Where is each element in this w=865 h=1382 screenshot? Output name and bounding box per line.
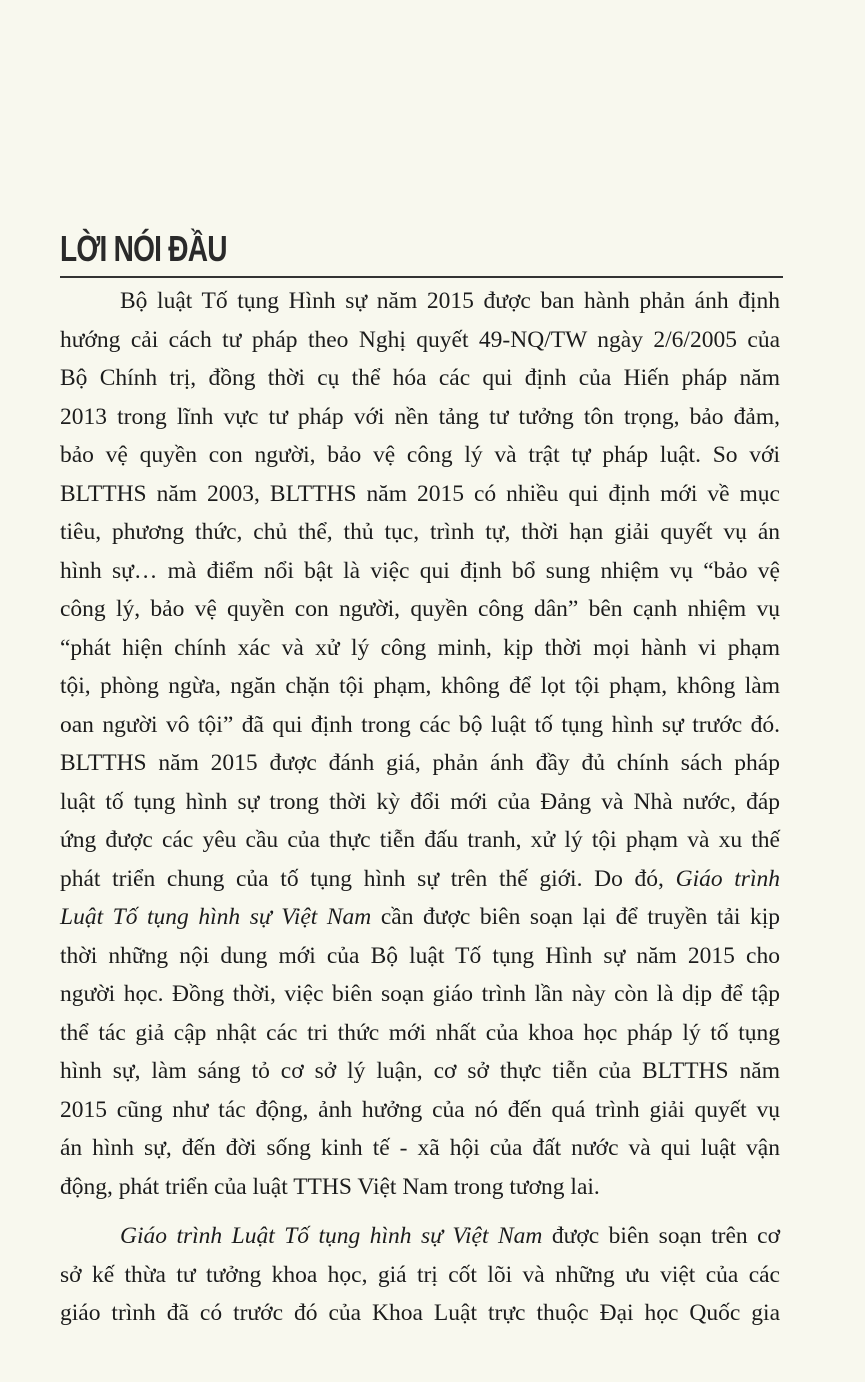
text-line [60, 359, 780, 398]
text-line [60, 398, 780, 437]
text-segment: hướng cải cách tư pháp theo Nghị quyết 49-NQ/TW ngày 2/6/2005 của [60, 326, 780, 353]
italic-title-text: Luật Tố tụng hình sự Việt Nam [60, 904, 372, 930]
paragraph [60, 282, 780, 1206]
italic-title-text: Giáo trình Luật Tố tụng hình sự Việt Nam [120, 1223, 543, 1249]
text-line [60, 744, 780, 783]
text-line [60, 282, 780, 321]
text-line [60, 937, 780, 976]
text-segment: 2013 trong lĩnh vực tư pháp với nền tảng tư tưởng tôn trọng, bảo đảm, [60, 403, 780, 430]
text-line [60, 1168, 780, 1207]
text-line [60, 667, 780, 706]
text-line [60, 1052, 780, 1091]
text-segment: sở kế thừa tư tưởng khoa học, giá trị cốt lõi và những ưu việt của các [60, 1261, 780, 1288]
text-segment: động, phát triển của luật TTHS Việt Nam trong tương lai. [60, 1173, 600, 1200]
text-segment: công lý, bảo vệ quyền con người, quyền công dân” bên cạnh nhiệm vụ [60, 596, 780, 622]
text-segment: bảo vệ quyền con người, bảo vệ công lý và trật tự pháp luật. So với [60, 442, 780, 468]
text-line [60, 1091, 780, 1130]
text-line [60, 590, 780, 629]
text-segment: BLTTHS năm 2015 được đánh giá, phản ánh đầy đủ chính sách pháp [60, 750, 780, 776]
page-heading: LỜI NÓI ĐẦU [60, 228, 227, 269]
text-segment: ứng được các yêu cầu của thực tiễn đấu tranh, xử lý tội phạm và xu thế [60, 827, 780, 853]
text-segment: 2015 cũng như tác động, ảnh hưởng của nó đến quá trình giải quyết vụ [60, 1096, 780, 1123]
text-line [60, 1294, 780, 1333]
text-line [60, 321, 780, 360]
text-line [60, 475, 780, 514]
text-segment: luật tố tụng hình sự trong thời kỳ đổi mới của Đảng và Nhà nước, đáp [60, 788, 780, 815]
text-segment: được biên soạn trên cơ [542, 1223, 781, 1249]
text-line [60, 783, 780, 822]
text-segment: Bộ luật Tố tụng Hình sự năm 2015 được ban hành phản ánh định [120, 288, 780, 314]
text-segment: “phát hiện chính xác và xử lý công minh, kịp thời mọi hành vi phạm [60, 634, 780, 661]
text-segment: thời những nội dung mới của Bộ luật Tố tụng Hình sự năm 2015 cho [60, 942, 780, 969]
text-line [60, 1217, 780, 1256]
italic-title-text: Giáo trình [675, 865, 780, 892]
text-line [60, 706, 780, 745]
paragraph [60, 1217, 780, 1333]
text-line [60, 1256, 780, 1295]
heading-rule [60, 276, 783, 278]
text-segment: hình sự… mà điểm nổi bật là việc qui định bổ sung nhiệm vụ “bảo vệ [60, 557, 780, 584]
text-line [60, 975, 780, 1014]
text-segment: tiêu, phương thức, chủ thể, thủ tục, trình tự, thời hạn giải quyết vụ án [60, 519, 780, 545]
text-line [60, 629, 780, 668]
text-segment: phát triển chung của tố tụng hình sự trên thế giới. Do đó, [60, 865, 676, 892]
text-segment: hình sự, làm sáng tỏ cơ sở lý luận, cơ sở thực tiễn của BLTTHS năm [60, 1058, 780, 1084]
text-segment: án hình sự, đến đời sống kinh tế - xã hội của đất nước và qui luật vận [60, 1135, 780, 1161]
text-line [60, 513, 780, 552]
text-segment: thể tác giả cập nhật các tri thức mới nhất của khoa học pháp lý tố tụng [60, 1019, 780, 1046]
body-text [60, 282, 780, 1333]
text-line [60, 821, 780, 860]
text-line [60, 1014, 780, 1053]
text-line [60, 552, 780, 591]
text-segment: oan người vô tội” đã qui định trong các bộ luật tố tụng hình sự trước đó. [60, 711, 780, 738]
text-segment: Bộ Chính trị, đồng thời cụ thể hóa các qui định của Hiến pháp năm [60, 365, 780, 391]
text-segment: tội, phòng ngừa, ngăn chặn tội phạm, không để lọt tội phạm, không làm [60, 673, 780, 699]
text-segment: cần được biên soạn lại để truyền tải kịp [371, 904, 780, 930]
text-line [60, 1129, 780, 1168]
text-segment: giáo trình đã có trước đó của Khoa Luật trực thuộc Đại học Quốc gia [60, 1300, 780, 1326]
text-line [60, 436, 780, 475]
text-segment: BLTTHS năm 2003, BLTTHS năm 2015 có nhiều qui định mới về mục [60, 480, 780, 507]
text-line [60, 898, 780, 937]
text-segment: người học. Đồng thời, việc biên soạn giáo trình lần này còn là dịp để tập [60, 981, 780, 1007]
text-line [60, 860, 780, 899]
